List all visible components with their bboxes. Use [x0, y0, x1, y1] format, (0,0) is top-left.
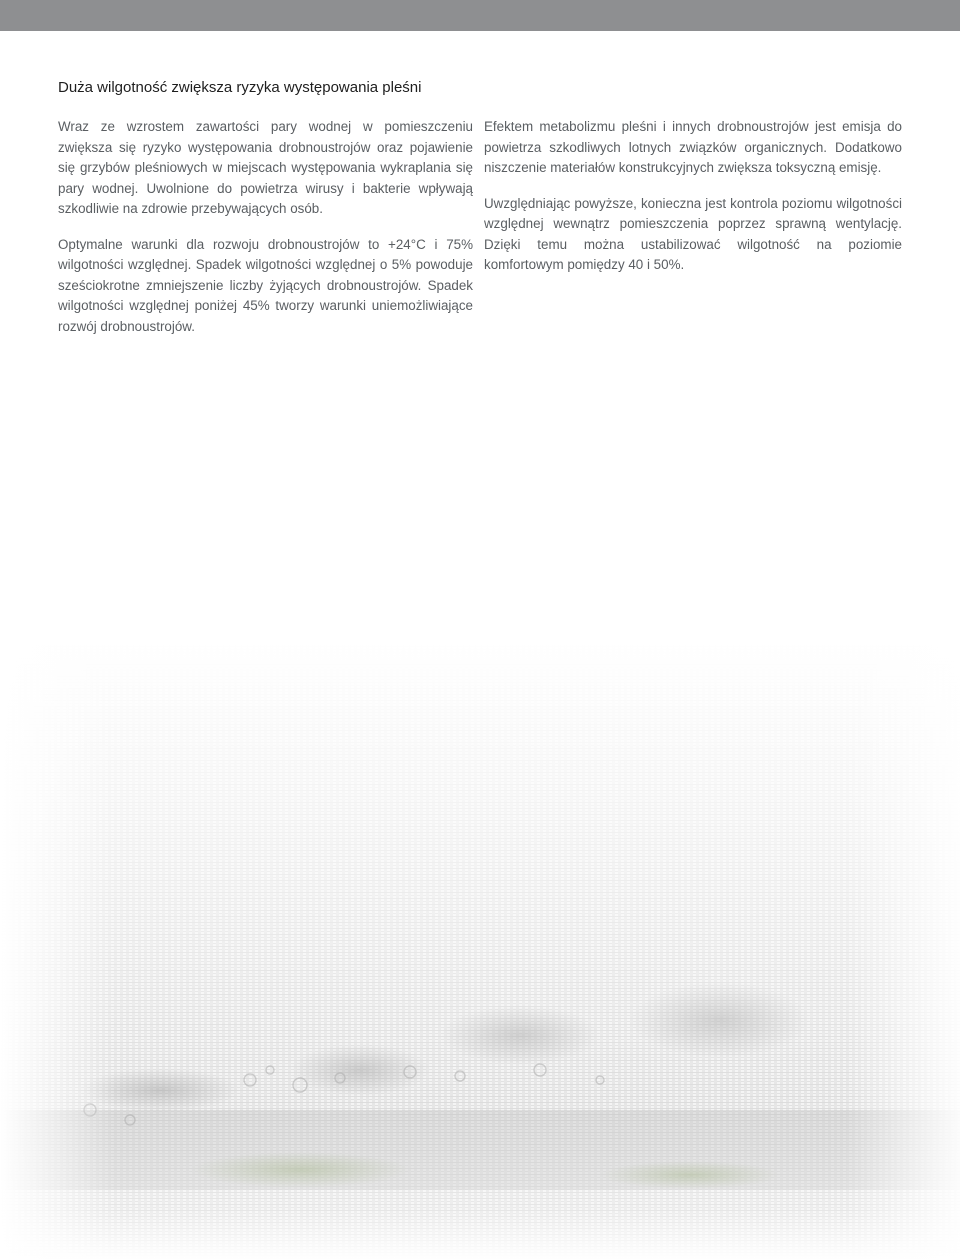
mold-fabric-texture-image — [0, 640, 960, 1260]
right-paragraph-1: Efektem metabolizmu pleśni i innych drobnoustrojów jest emisja do powietrza szkodliwych lotnych związków organicznych. Dodatkowo niszczenie materiałów konstrukcyjnych zwiększa toksyczną emisję. — [484, 119, 902, 175]
left-paragraph-1: Wraz ze wzrostem zawartości pary wodnej w pomieszczeniu zwiększa się ryzyko występowania drobnoustrojów oraz pojawienie się grzybów pleśniowych w miejscach występowania wykraplania się pary wodnej. Uwolnione do powietrza wirusy i bakterie wpływają szkodliwie na zdrowie przebywających osób. — [58, 119, 473, 216]
page-heading: Duża wilgotność zwiększa ryzyka występowania pleśni — [58, 79, 422, 96]
left-paragraph-2: Optymalne warunki dla rozwoju drobnoustrojów to +24°C i 75% wilgotności względnej. Spadek wilgotności względnej o 5% powoduje sześciokrotne zmniejszenie liczby żyjących drobnoustrojów. Spadek wilgotności względnej poniżej 45% tworzy warunki uniemożliwiające rozwój drobnoustrojów. — [58, 236, 473, 334]
left-column — [58, 117, 473, 352]
right-paragraph-2: Uwzględniając powyższe, konieczna jest kontrola poziomu wilgotności względnej wewnątrz pomieszczenia poprzez sprawną wentylację. Dzięki temu można ustabilizować wilgotność na poziomie komfortowym pomiędzy 40 i 50%. — [484, 195, 902, 272]
right-column — [484, 117, 902, 291]
top-bar — [0, 0, 960, 31]
